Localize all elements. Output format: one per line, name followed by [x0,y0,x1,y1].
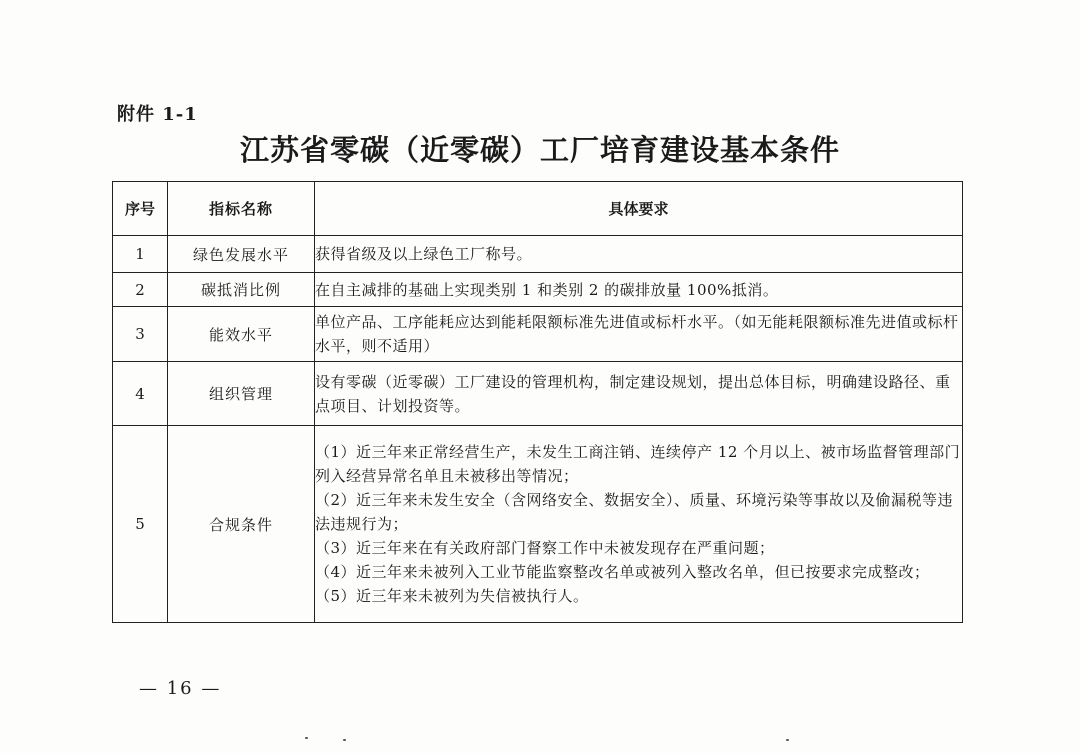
requirement-item-5: （5）近三年来未被列为失信被执行人。 [315,587,589,605]
requirement-text: 单位产品、工序能耗应达到能耗限额标准先进值或标杆水平。（如无能耗限额标准先进值或标杆水平，则不适用） [315,313,959,355]
table-row [113,426,963,623]
column-header-no: 序号 [113,182,168,236]
requirement-item-3: （3）近三年来在有关政府部门督察工作中未被发现存在严重问题； [315,539,775,557]
scan-speck [343,739,346,741]
table-row [113,273,963,307]
indicator-name: 合规条件 [168,426,315,623]
requirement-cell [315,362,963,426]
column-header-name: 指标名称 [168,182,315,236]
table-header-row [113,182,963,236]
requirement-item-4: （4）近三年来未被列入工业节能监察整改名单或被列入整改名单，但已按要求完成整改； [315,563,930,581]
requirement-item-2: （2）近三年来未发生安全（含网络安全、数据安全）、质量、环境污染等事故以及偷漏税等违法违规行为； [315,491,954,533]
table-row [113,236,963,273]
row-number: 4 [113,362,168,426]
indicator-name: 能效水平 [168,307,315,362]
scan-speck [305,737,308,739]
requirements-table [112,181,963,623]
row-number: 1 [113,236,168,273]
indicator-name: 碳抵消比例 [168,273,315,307]
requirement-text: 在自主减排的基础上实现类别 1 和类别 2 的碳排放量 100%抵消。 [315,280,779,299]
table-row [113,362,963,426]
requirement-item-1: （1）近三年来正常经营生产，未发生工商注销、连续停产 12 个月以上、被市场监督管理部门列入经营异常名单且未被移出等情况； [315,443,961,485]
requirement-cell [315,426,963,623]
row-number: 3 [113,307,168,362]
scan-speck [786,739,789,741]
requirement-cell [315,307,963,362]
requirement-text: 获得省级及以上绿色工厂称号。 [315,245,533,263]
column-header-requirements: 具体要求 [315,182,963,236]
requirement-cell [315,273,963,307]
attachment-label: 附件 1-1 [117,104,198,125]
page-number: — 16 — [139,678,222,699]
row-number: 2 [113,273,168,307]
indicator-name: 组织管理 [168,362,315,426]
document-title: 江苏省零碳（近零碳）工厂培育建设基本条件 [239,133,840,167]
table-row [113,307,963,362]
indicator-name: 绿色发展水平 [168,236,315,273]
requirement-text: 设有零碳（近零碳）工厂建设的管理机构，制定建设规划，提出总体目标，明确建设路径、重点项目、计划投资等。 [315,372,951,415]
row-number: 5 [113,426,168,623]
requirement-cell [315,236,963,273]
